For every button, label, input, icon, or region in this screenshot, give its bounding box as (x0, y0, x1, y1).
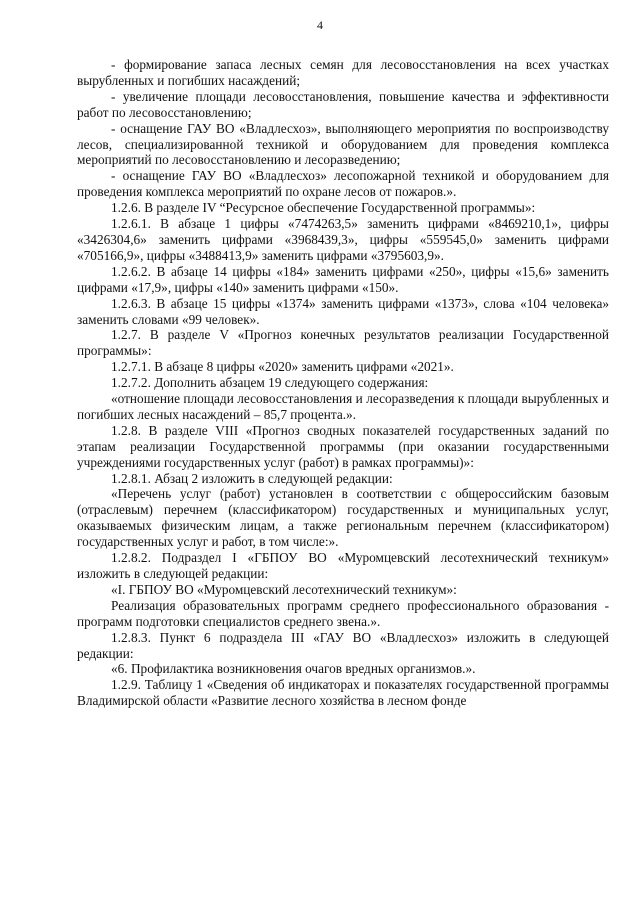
paragraph: 1.2.9. Таблицу 1 «Сведения об индикаторах и показателях государственной программы Владимирской области «Развитие лесного хозяйства в лесном фонде (77, 677, 609, 709)
paragraph: - увеличение площади лесовосстановления, повышение качества и эффективности работ по лесовосстановлению; (77, 88, 609, 120)
paragraph: 1.2.8.1. Абзац 2 изложить в следующей редакции: (111, 470, 393, 486)
paragraph: «Перечень услуг (работ) установлен в соответствии с общероссийским базовым (отраслевым) перечнем (классификатором) государственных и муниципальных услуг, оказываемых физическим лицам, а также региональным перечнем (классификатором) государственных услуг и работ, в том числе:». (77, 486, 609, 550)
paragraph: - оснащение ГАУ ВО «Владлесхоз» лесопожарной техникой и оборудованием для проведения комплекса мероприятий по охране лесов от пожаров.». (77, 168, 609, 200)
paragraph: - формирование запаса лесных семян для лесовосстановления на всех участках вырубленных и погибших насаждений; (77, 57, 609, 88)
paragraph: Реализация образовательных программ среднего профессионального образования - программ подготовки специалистов среднего звена.». (77, 597, 609, 629)
paragraph: «отношение площади лесовосстановления и лесоразведения к площади вырубленных и погибших лесных насаждений – 85,7 процента.». (77, 391, 609, 422)
paragraph: 1.2.8. В разделе VIII «Прогноз сводных показателей государственных заданий по этапам реализации Государственной программы (при оказании государственными учреждениями государственных услуг (работ) в рамках программы)»: (77, 422, 609, 470)
paragraph: - оснащение ГАУ ВО «Владлесхоз», выполняющего мероприятия по воспроизводству лесов, специализированной техникой и оборудованием для проведения комплекса мероприятий по лесовосстановлению и лесоразведению; (77, 120, 609, 168)
paragraph: «6. Профилактика возникновения очагов вредных организмов.». (111, 661, 476, 677)
paragraph: 1.2.7. В разделе V «Прогноз конечных результатов реализации Государственной программы»: (77, 327, 609, 359)
document-body (77, 57, 609, 709)
paragraph: 1.2.6.3. В абзаце 15 цифры «1374» заменить цифрами «1373», слова «104 человека» заменить словами «99 человек». (77, 295, 609, 327)
paragraph: 1.2.8.2. Подраздел I «ГБПОУ ВО «Муромцевский лесотехнический техникум» изложить в следующей редакции: (77, 550, 609, 581)
paragraph: 1.2.6.1. В абзаце 1 цифры «7474263,5» заменить цифрами «8469210,1», цифры «3426304,6» заменить цифрами «3968439,3», цифры «559545,0» заменить цифрами «705166,9», цифры «3488413,9» заменить цифрами «3795603,9». (77, 216, 609, 263)
paragraph: 1.2.7.1. В абзаце 8 цифры «2020» заменить цифрами «2021». (111, 359, 454, 375)
paragraph: 1.2.6.2. В абзаце 14 цифры «184» заменить цифрами «250», цифры «15,6» заменить цифрами «17,9», цифры «140» заменить цифрами «150». (77, 263, 609, 295)
paragraph: «I. ГБПОУ ВО «Муромцевский лесотехнический техникум»: (111, 581, 457, 597)
paragraph: 1.2.8.3. Пункт 6 подраздела III «ГАУ ВО «Владлесхоз» изложить в следующей редакции: (77, 629, 609, 661)
page-number: 4 (317, 18, 323, 32)
paragraph: 1.2.7.2. Дополнить абзацем 19 следующего содержания: (111, 375, 429, 391)
paragraph: 1.2.6. В разделе IV “Ресурсное обеспечение Государственной программы»: (111, 200, 536, 216)
